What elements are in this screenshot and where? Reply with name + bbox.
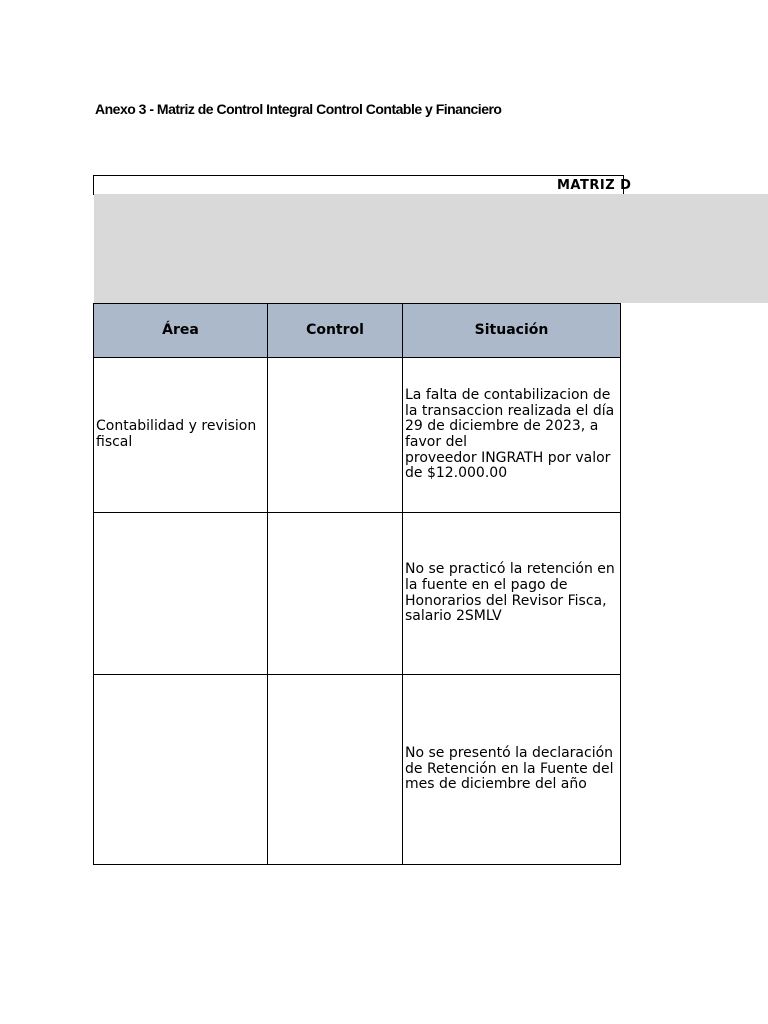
cell-area: [94, 675, 268, 865]
cell-situacion-text: No se presentó la declaración de Retención en la Fuente del mes de diciembre del año: [405, 744, 614, 793]
cell-situacion-text: No se practicó la retención en la fuente en el pago de Honorarios del Revisor Fisca, salario 2SMLV: [405, 561, 615, 625]
cell-situacion: [403, 358, 621, 513]
document-title: Anexo 3 - Matriz de Control Integral Control Contable y Financiero: [95, 101, 502, 117]
header-area: Área: [94, 304, 268, 358]
cell-situacion: [403, 675, 621, 865]
matrix-header-frame: [93, 175, 632, 195]
cell-control: [268, 358, 403, 513]
table-row: [94, 358, 621, 513]
header-control: Control: [268, 304, 403, 358]
cell-situacion: [403, 513, 621, 675]
table-row: [94, 513, 621, 675]
control-matrix-table: [93, 303, 621, 865]
cell-area-text: Contabilidad y revision fiscal: [96, 418, 257, 450]
cell-control: [268, 675, 403, 865]
cell-situacion-text: La falta de contabilizacion de la transaccion realizada el día 29 de diciembre de 2023, a favor del proveedor INGRATH por valor de $12.000.00: [405, 386, 615, 482]
cell-area: [94, 358, 268, 513]
matrix-title: MATRIZ D: [557, 178, 632, 193]
cell-control: [268, 513, 403, 675]
table-header-row: [94, 304, 621, 358]
table-row: [94, 675, 621, 865]
header-situacion: Situación: [403, 304, 621, 358]
matrix-header-band: [94, 194, 768, 303]
cell-area: [94, 513, 268, 675]
